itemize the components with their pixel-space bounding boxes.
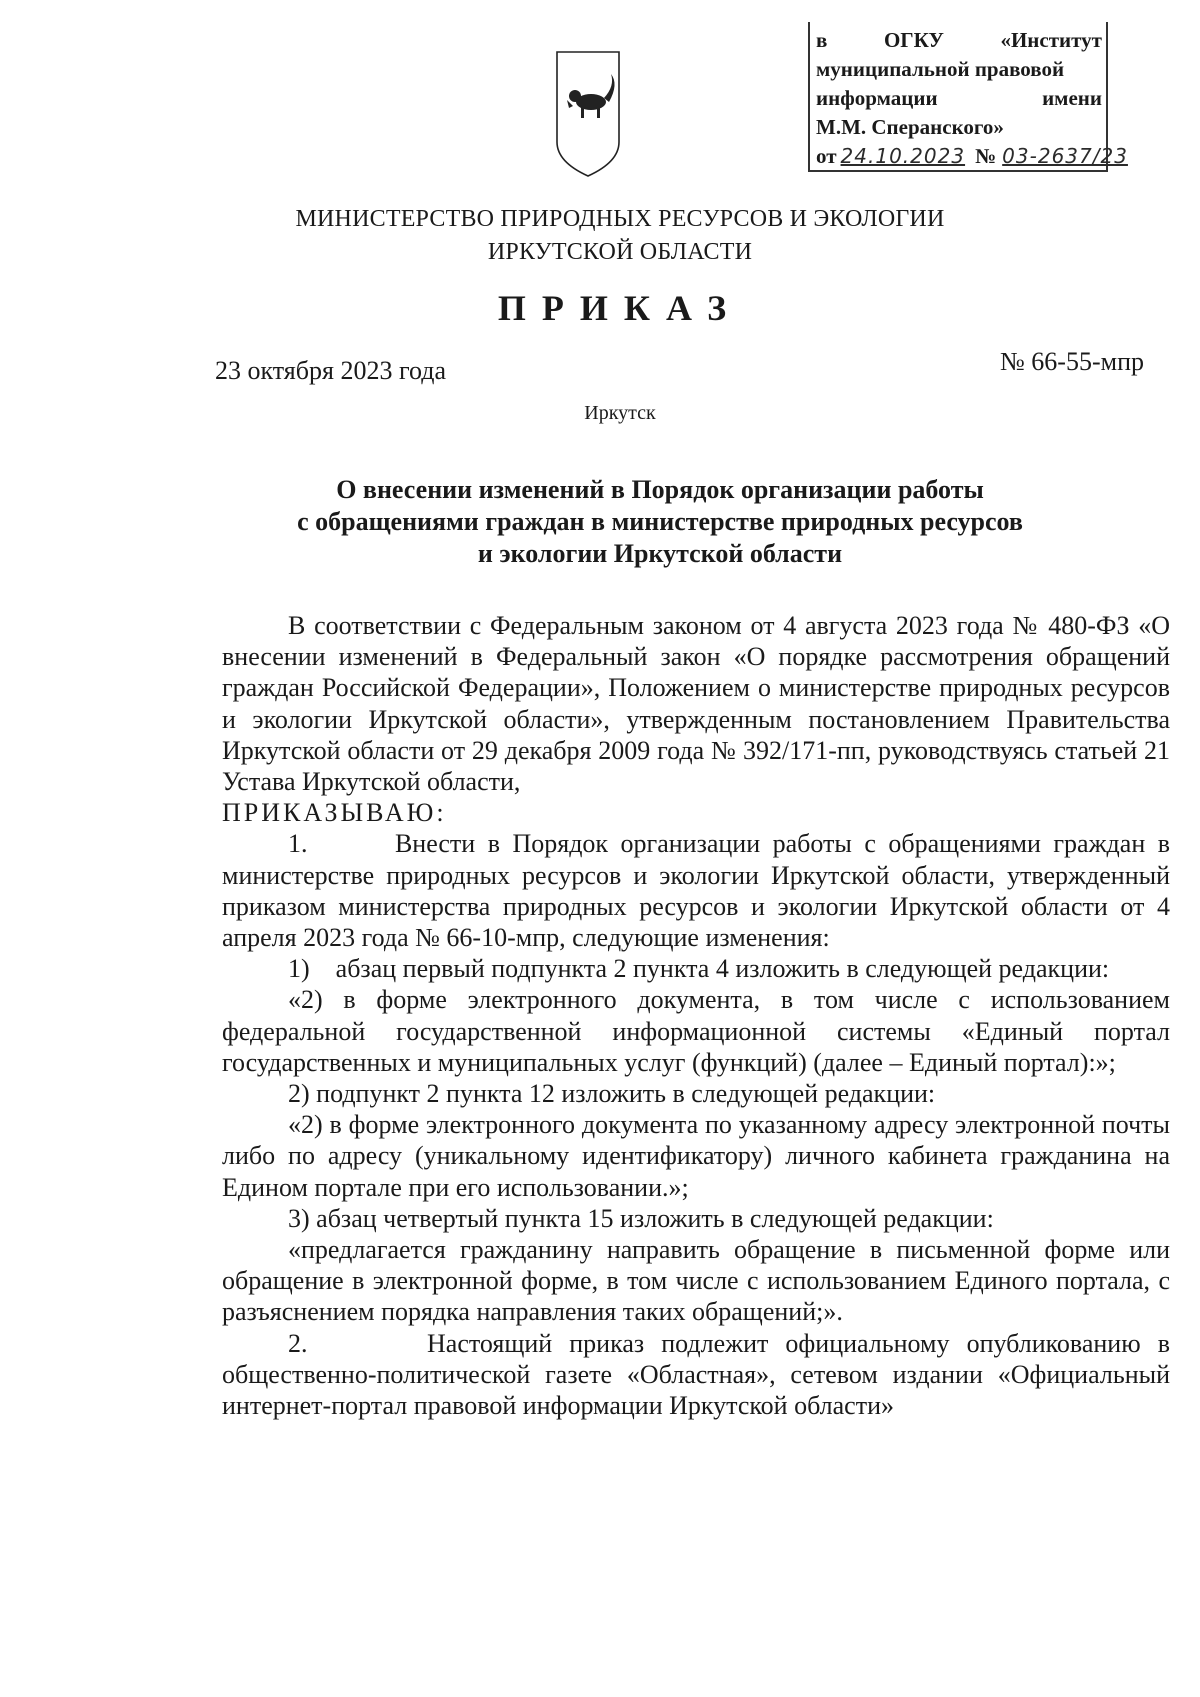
stamp-text: №: [975, 144, 997, 168]
order-body: [222, 610, 1170, 1421]
order-date: 23 октября 2023 года: [215, 356, 446, 385]
subparagraph-1-text: «2) в форме электронного документа, в том числе с использованием федеральной государственной информационной системы «Единый портал государственных и муниципальных услуг (функций) (далее – Единый портал):»;: [222, 985, 1170, 1077]
paragraph-2: 2. Настоящий приказ подлежит официальному опубликованию в общественно-политической газете «Областная», сетевом издании «Официальный интернет-портал правовой информации Иркутской области»: [222, 1328, 1170, 1421]
ministry-line: МИНИСТЕРСТВО ПРИРОДНЫХ РЕСУРСОВ И ЭКОЛОГИИ: [295, 206, 945, 232]
stamp-reg-number: 03-2637/23: [1002, 144, 1128, 168]
paragraph-1: 1. Внести в Порядок организации работы с обращениями граждан в министерстве природных ресурсов и экологии Иркутской области, утвержденный приказом министерства природных ресурсов и экологии Иркутской области от 4 апреля 2023 года № 66-10-мпр, следующие изменения:: [222, 829, 1170, 953]
stamp-date: 24.10.2023: [840, 144, 966, 168]
heading-line: и экологии Иркутской области: [477, 539, 843, 568]
subparagraph-2-text: «2) в форме электронного документа по указанному адресу электронной почты либо по адресу (уникальному идентификатору) личного кабинета гражданина на Едином портале при его использовании.»;: [222, 1110, 1170, 1202]
stamp-text: информации: [816, 86, 938, 110]
heading-line: с обращениями граждан в министерстве природных ресурсов: [297, 507, 1023, 536]
document-type: ПРИКАЗ: [497, 288, 743, 328]
stamp-text: муниципальной правовой: [816, 57, 1065, 81]
registration-stamp: [808, 22, 1128, 172]
order-city: Иркутск: [584, 402, 656, 424]
order-number: № 66-55-мпр: [1000, 347, 1144, 376]
order-heading: [250, 474, 1070, 570]
subparagraph-1: 1) абзац первый подпункта 2 пункта 4 изложить в следующей редакции:: [288, 954, 1110, 984]
preamble-paragraph: В соответствии с Федеральным законом от 4 августа 2023 года № 480-ФЗ «О внесении изменений в Федеральный закон «О порядке рассмотрения обращений граждан Российской Федерации», Положением о министерстве природных ресурсов и экологии Иркутской области», утвержденным постановлением Правительства Иркутской области от 29 декабря 2009 года № 392/171-пп, руководствуясь статьей 21 Устава Иркутской области,: [222, 611, 1170, 797]
heading-line: О внесении изменений в Порядок организации работы: [336, 475, 984, 504]
stamp-text: «Институт: [1000, 28, 1102, 52]
stamp-text: от: [816, 144, 837, 168]
subparagraph-3-text: «предлагается гражданину направить обращение в письменной форме или обращение в электронной форме, в том числе с использованием Единого портала, с разъяснением порядка направления таких обращений;».: [222, 1235, 1170, 1327]
subparagraph-3: 3) абзац четвертый пункта 15 изложить в следующей редакции:: [288, 1203, 994, 1233]
stamp-text: М.М. Сперанского»: [816, 115, 1004, 139]
ministry-name: [0, 203, 1200, 269]
coat-of-arms-icon: [553, 50, 623, 180]
stamp-text: в: [816, 28, 828, 52]
stamp-text: ОГКУ: [883, 28, 944, 52]
decree-word: ПРИКАЗЫВАЮ:: [222, 798, 447, 828]
ministry-line: ИРКУТСКОЙ ОБЛАСТИ: [487, 239, 753, 265]
subparagraph-2: 2) подпункт 2 пункта 12 изложить в следующей редакции:: [288, 1079, 936, 1109]
stamp-text: имени: [1042, 86, 1102, 110]
